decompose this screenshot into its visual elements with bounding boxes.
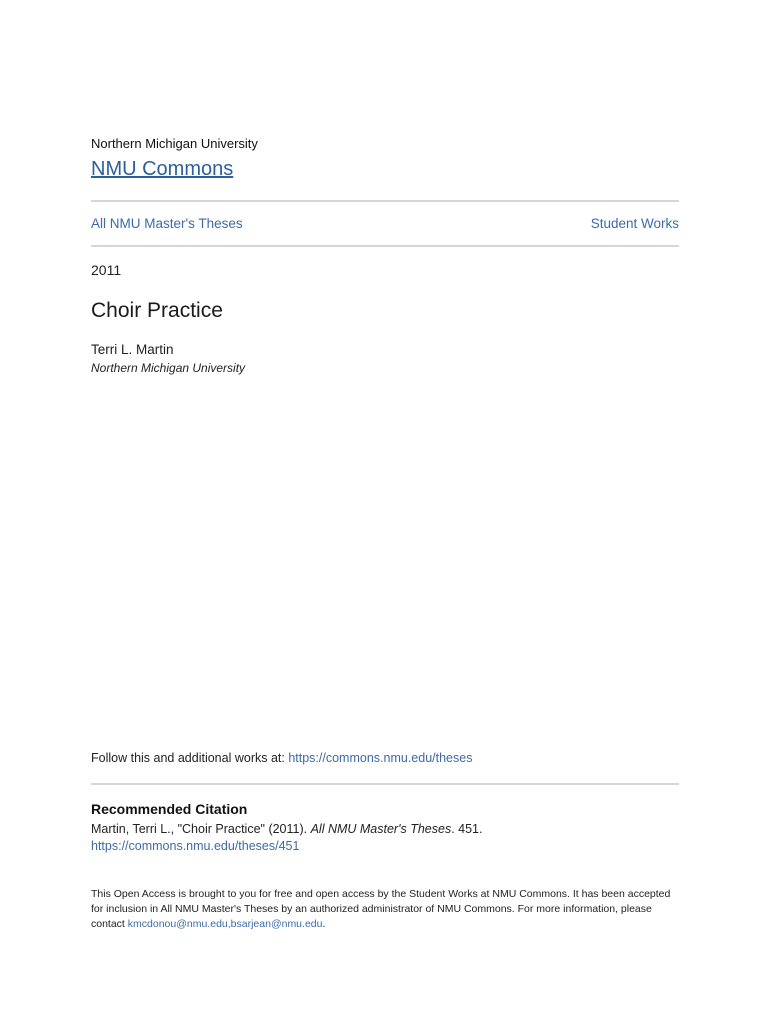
citation-text: Martin, Terri L., "Choir Practice" (2011).: [91, 822, 311, 836]
paper-title: Choir Practice: [91, 299, 223, 322]
theses-collection-link[interactable]: https://commons.nmu.edu/theses: [288, 751, 473, 765]
contact-email-link[interactable]: kmcdonou@nmu.edu,bsarjean@nmu.edu: [127, 918, 323, 930]
author-affiliation: Northern Michigan University: [91, 361, 246, 375]
author-name: Terri L. Martin: [91, 342, 174, 357]
community-link[interactable]: Student Works: [590, 216, 679, 231]
follow-line: [91, 751, 472, 765]
divider: [91, 245, 679, 247]
collection-link[interactable]: All NMU Master's Theses: [91, 216, 243, 231]
citation-block: [91, 821, 681, 855]
citation-heading: Recommended Citation: [91, 801, 248, 817]
open-access-notice: [91, 887, 681, 932]
divider: [91, 200, 679, 202]
publication-year: 2011: [91, 262, 122, 278]
institution-name: Northern Michigan University: [91, 136, 258, 151]
citation-url-link[interactable]: https://commons.nmu.edu/theses/451: [91, 839, 300, 853]
repository-link[interactable]: NMU Commons: [91, 158, 234, 180]
citation-journal: All NMU Master's Theses: [310, 822, 452, 836]
notice-text: This Open Access is brought to you for free and open access by the Student Works at NMU Commons. It has been accepted for inclusion in All NMU Master's Theses by an authorized administrator of NMU Commons. For more information, please contact: [91, 888, 671, 930]
citation-suffix: . 451.: [451, 822, 483, 836]
notice-end: .: [322, 918, 326, 930]
divider: [91, 783, 679, 785]
follow-label: Follow this and additional works at:: [91, 751, 289, 765]
